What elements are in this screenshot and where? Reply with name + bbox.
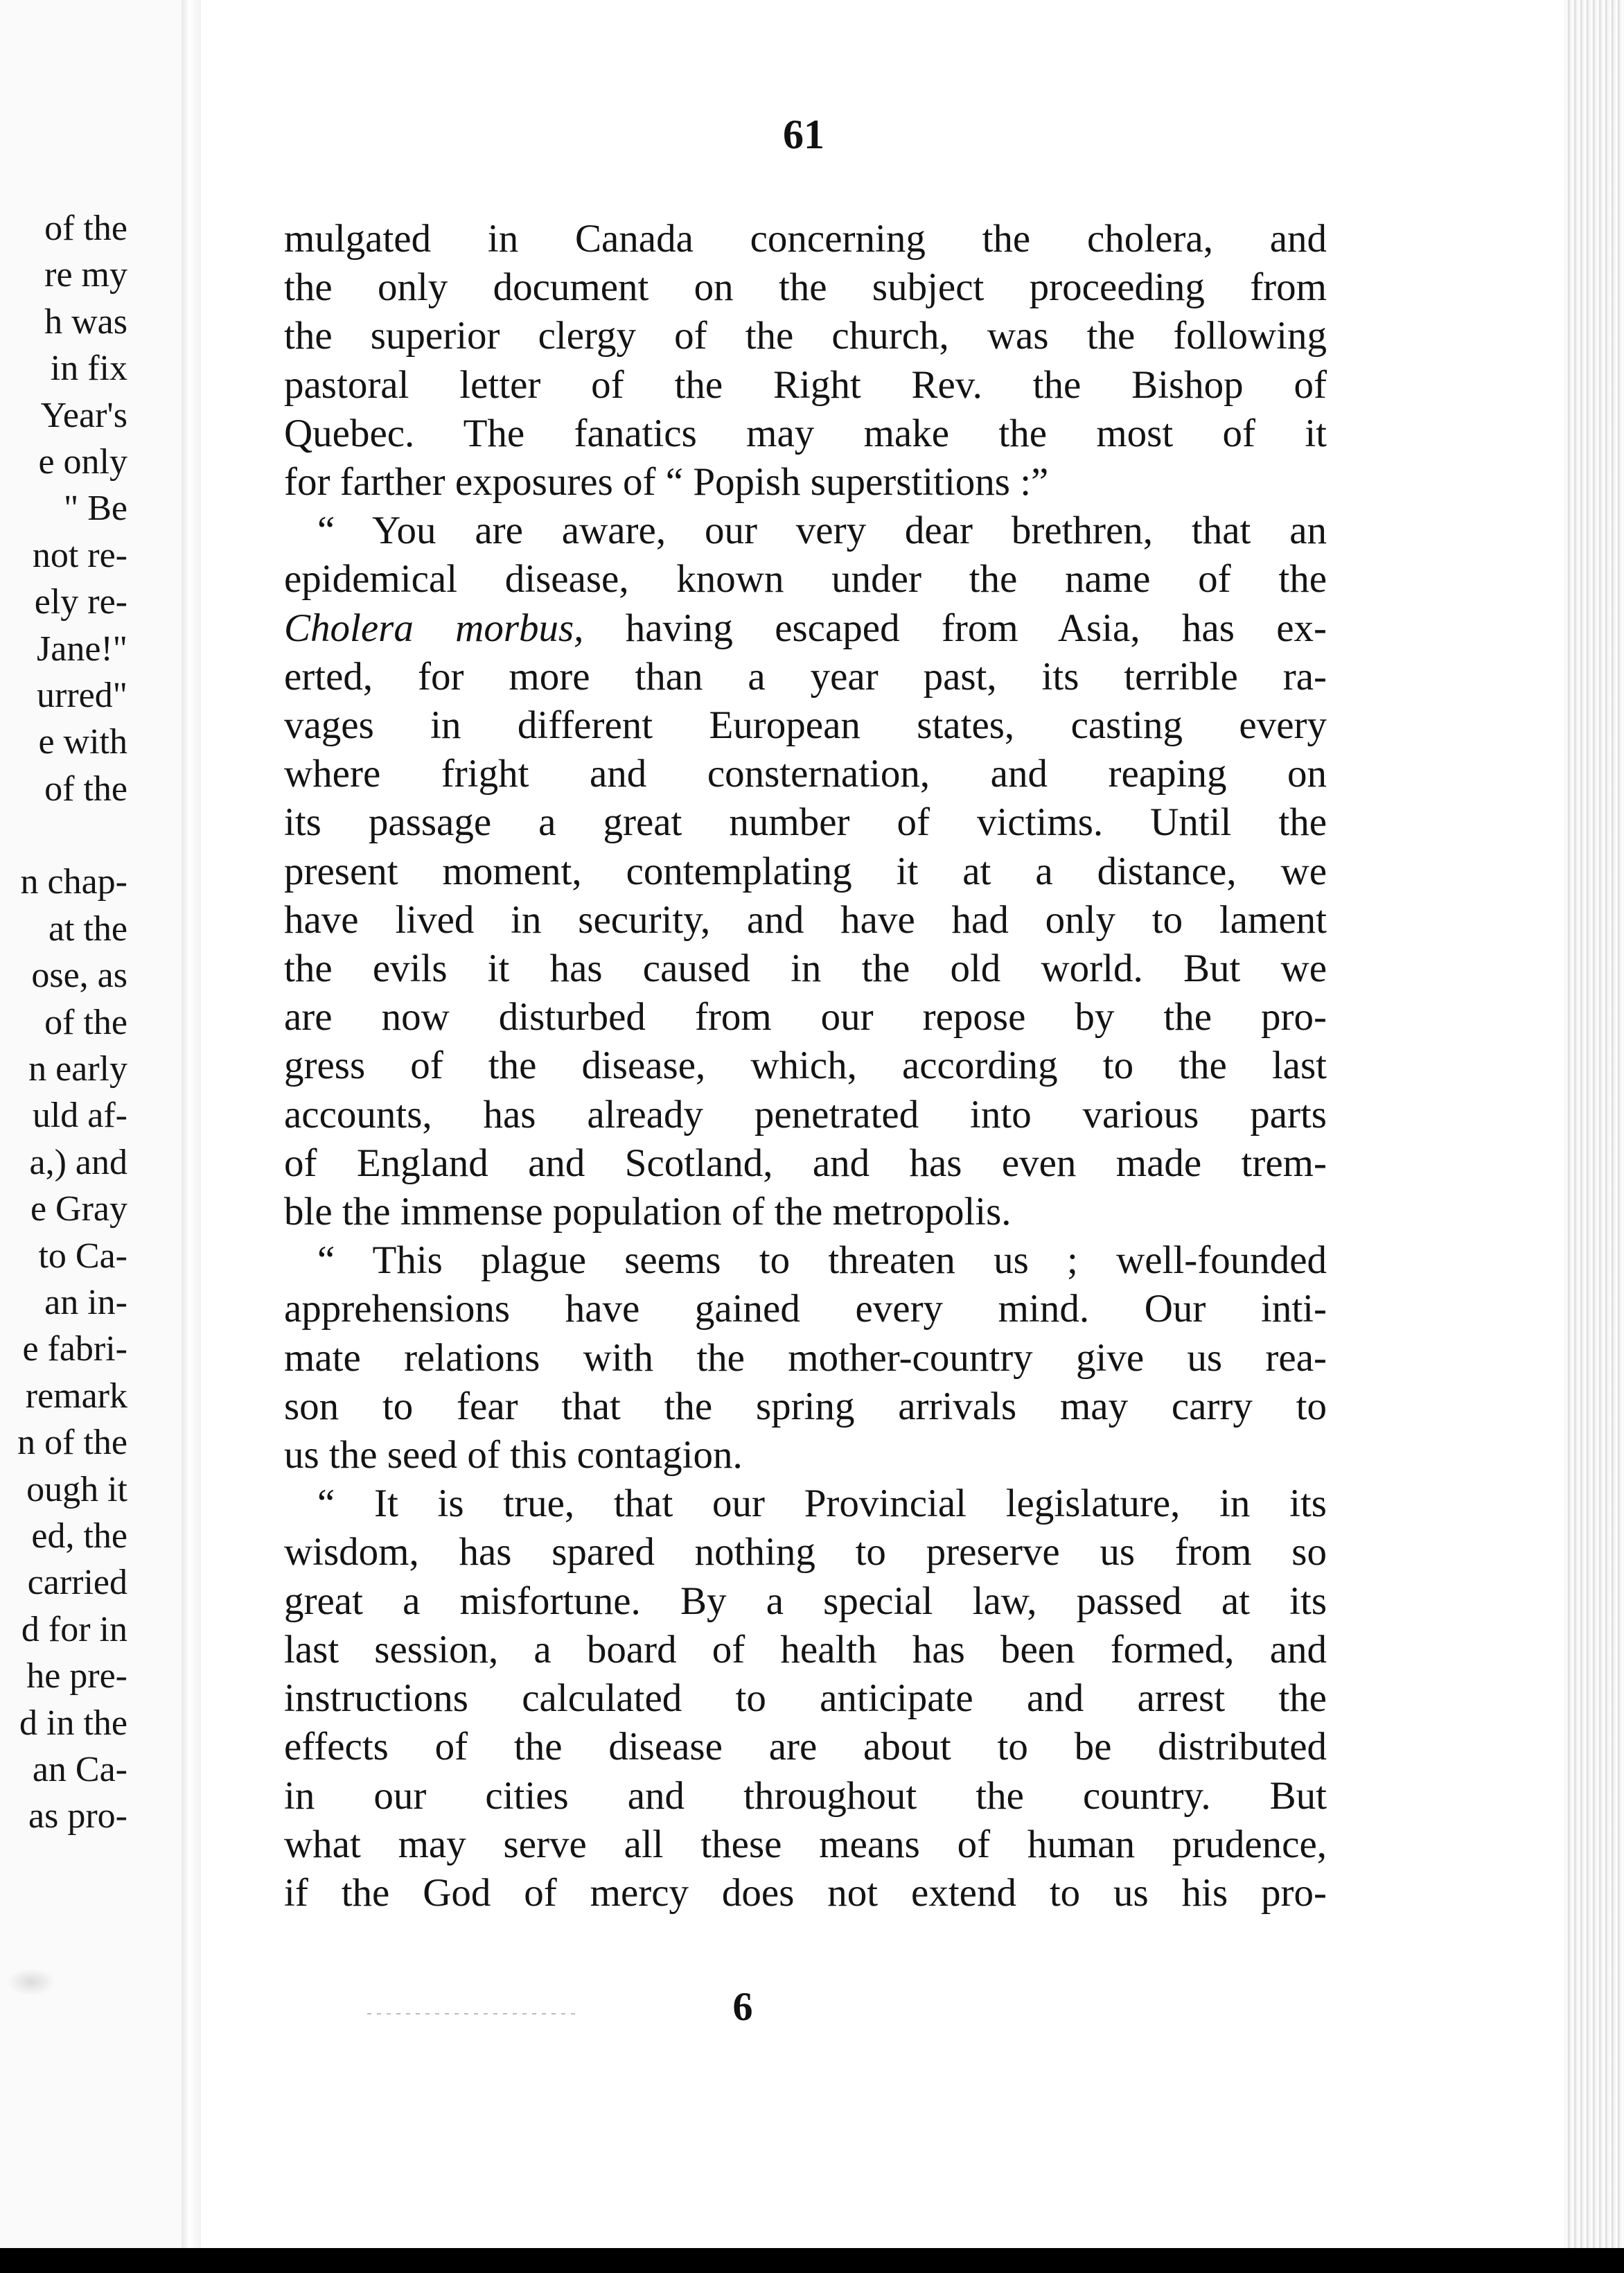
facing-page-line [17,812,127,859]
text-line: last session, a board of health has been formed, and [284,1627,1327,1671]
text-line: epidemical disease, known under the name of the [284,557,1327,602]
facing-page-line: of the [44,1002,127,1042]
facing-page-line: ose, as [31,956,127,996]
text-line-segment: having escaped from Asia, has ex- [583,606,1327,650]
text-line: “ This plague seems to threaten us ; well-founded [317,1238,1327,1283]
facing-page-line: re my [44,255,127,295]
facing-page-line: e fabri- [22,1329,127,1369]
text-line: instructions calculated to anticipate and arrest the [284,1676,1327,1721]
facing-page-line: n chap- [20,862,127,902]
text-line: us the seed of this contagion. [284,1433,743,1477]
text-line: “ It is true, that our Provincial legislature, in its [317,1482,1327,1526]
text-line: the evils it has caused in the old world. But we [284,947,1327,991]
text-line: wisdom, has spared nothing to preserve us from so [284,1530,1327,1574]
page-number: 61 [783,112,824,157]
text-line: present moment, contemplating it at a distance, we [284,849,1327,893]
facing-page-line: an in- [44,1282,127,1322]
text-line: of England and Scotland, and has even made trem- [284,1141,1327,1185]
body-text [284,215,1327,1917]
text-line: apprehensions have gained every mind. Our inti- [284,1287,1327,1331]
facing-page-line: he pre- [26,1656,127,1696]
text-line: effects of the disease are about to be distributed [284,1725,1327,1769]
text-line: are now disturbed from our repose by the pro- [284,995,1327,1039]
text-line: gress of the disease, which, according to the last [284,1044,1327,1088]
text-line: the only document on the subject proceeding from [284,265,1327,310]
facing-page-line: e Gray [30,1189,127,1229]
text-line: accounts, has already penetrated into various parts [284,1092,1327,1136]
text-line: have lived in security, and have had only to lament [284,897,1327,942]
facing-page-line: Jane!" [37,629,127,669]
text-line: “ You are aware, our very dear brethren, that an [317,509,1327,553]
scan-border [0,2248,1624,2273]
text-line: pastoral letter of the Right Rev. the Bishop of [284,362,1327,407]
signature-mark: 6 [732,1984,753,2029]
facing-page-text [17,205,127,1840]
facing-page-line: not re- [32,535,127,575]
text-line: mate relations with the mother-country give us rea- [284,1335,1327,1380]
facing-page-line: as pro- [28,1796,127,1836]
facing-page-line: a,) and [29,1142,127,1182]
facing-page-line: uld af- [32,1096,127,1136]
text-line: if the God of mercy does not extend to us his pro- [284,1870,1327,1915]
text-line: the superior clergy of the church, was the following [284,314,1327,358]
facing-page-line: ely re- [34,582,127,622]
facing-page-line: an Ca- [32,1750,127,1789]
text-line: great a misfortune. By a special law, passed at its [284,1579,1327,1623]
facing-page-line: e only [38,442,127,482]
facing-page-line: d for in [21,1609,127,1649]
facing-page-line: ough it [26,1469,127,1509]
book-gutter [182,0,201,2248]
facing-page-line: d in the [19,1703,127,1743]
facing-page-line: Year's [40,395,127,435]
text-line: where fright and consternation, and reaping on [284,752,1327,796]
text-line: son to fear that the spring arrivals may carry to [284,1384,1327,1428]
ink-smudge [7,1968,55,1996]
faint-mark [367,2013,575,2015]
facing-page-line: e with [38,722,127,762]
facing-page-line: " Be [64,489,127,529]
text-line: in our cities and throughout the country. But [284,1773,1327,1818]
text-line: its passage a great number of victims. Until the [284,800,1327,845]
facing-page-line: of the [44,209,127,248]
facing-page-line: at the [48,909,127,949]
text-line: vages in different European states, casting every [284,703,1327,748]
text-line: what may serve all these means of human prudence, [284,1822,1327,1866]
text-line: for farther exposures of “ Popish superstitions :” [284,460,1049,504]
text-line: mulgated in Canada concerning the cholera, and [284,217,1327,261]
facing-page-line: n of the [17,1423,127,1463]
facing-page [0,0,182,2248]
facing-page-line: remark [25,1376,127,1416]
page-edges [1564,0,1624,2248]
text-line: Quebec. The fanatics may make the most of it [284,411,1327,455]
text-line: ble the immense population of the metropolis. [284,1190,1012,1234]
facing-page-line: to Ca- [38,1236,127,1276]
facing-page-line: urred" [37,676,127,716]
text-line: erted, for more than a year past, its terrible ra- [284,654,1327,699]
facing-page-line: n early [28,1048,127,1089]
facing-page-line: in fix [50,349,127,389]
facing-page-line: of the [44,769,127,809]
text-line [284,604,1327,653]
italic-term: Cholera morbus, [284,606,584,650]
facing-page-line: h was [44,301,127,342]
facing-page-line: carried [27,1563,127,1603]
facing-page-line: ed, the [31,1516,127,1556]
